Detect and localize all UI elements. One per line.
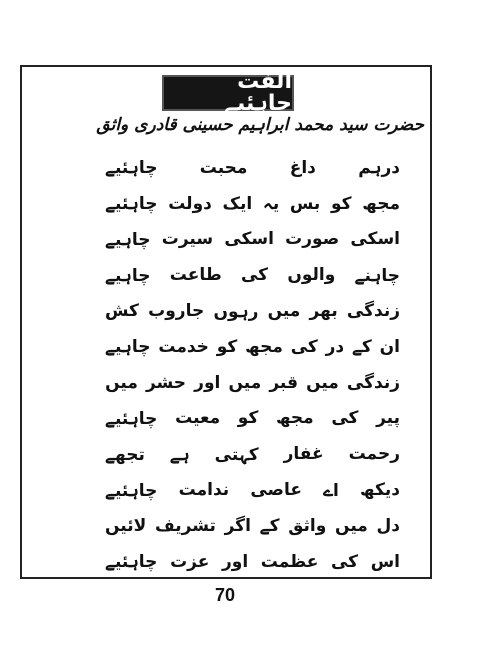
page-number: 70 [214, 585, 236, 605]
poem-word: اگر [224, 515, 251, 536]
poem-line [105, 544, 400, 580]
poem-word: میں [335, 515, 368, 536]
poem-word: ان [379, 336, 400, 357]
poem-word: عاصی [250, 480, 302, 501]
poem-word: طاعت [169, 265, 222, 286]
poem-word: مجھ [362, 193, 400, 214]
poem-word: درہم [358, 158, 400, 179]
poem-word: عزت [170, 551, 210, 572]
poem-word: دل [376, 515, 400, 536]
poem-word: جاروب [148, 301, 205, 322]
poem-line [105, 508, 400, 544]
poem-word: چاہئیے [105, 194, 158, 215]
poem-line [105, 329, 400, 365]
poem-word: اسکی [224, 229, 274, 250]
poem-word: کو [237, 408, 259, 429]
poem-word: معیت [175, 408, 221, 429]
poem-word: بس [289, 193, 321, 214]
poem-line [105, 472, 400, 508]
poem-word: میں [105, 372, 138, 393]
poem-word: چاہئیے [105, 408, 158, 429]
poem-word: غفار [283, 444, 324, 465]
poem-word: رہوں [213, 301, 259, 322]
poem-body [105, 150, 400, 580]
poem-word: میں [306, 372, 339, 393]
poem-word: کو [216, 336, 238, 357]
poem-word: رحمت [348, 444, 400, 465]
poem-word: داغ [289, 157, 316, 178]
poem-word: اے [323, 480, 339, 501]
poem-word: اور [194, 372, 221, 393]
poem-word: دیکھ [360, 480, 400, 501]
poem-word: محبت [199, 157, 248, 178]
poem-line [105, 257, 400, 293]
poem-word: کہتی [214, 444, 259, 465]
poem-word: مجھ [245, 336, 283, 357]
poem-word: کی [331, 408, 359, 429]
poem-word: در [325, 336, 345, 357]
poem-word: چاہنے [354, 265, 400, 286]
poem-word: کی [240, 265, 269, 286]
poem-word: بھر [309, 301, 338, 322]
poem-word: کش [105, 301, 139, 322]
poem-word: اور [221, 551, 249, 572]
poem-line [105, 150, 400, 186]
poet-name: حضرت سید محمد ابراہیم حسینی قادری واثق [96, 115, 424, 135]
poem-word: یہ [262, 194, 280, 215]
poem-title-box [162, 69, 294, 116]
poem-word: مجھ [275, 408, 314, 429]
poem-line [105, 401, 400, 437]
poem-word: چاہئیے [105, 158, 158, 179]
poem-title: الفت چاہئیے [224, 69, 292, 116]
poem-word: لائیں [105, 515, 147, 536]
poem-word: ہے [169, 444, 190, 465]
poem-word: کو [331, 193, 352, 214]
poem-word: ایک [222, 193, 253, 214]
poem-word: تجھے [105, 444, 145, 465]
poem-word: اس [370, 551, 400, 572]
poem-word: چاہیے [105, 229, 151, 250]
poem-word: چاہیے [105, 337, 151, 358]
poem-word: چاہئیے [105, 552, 158, 573]
poem-word: عظمت [260, 551, 319, 572]
poem-word: ندامت [178, 480, 230, 501]
poem-line [105, 293, 400, 329]
poem-word: قبر [269, 372, 298, 393]
poem-word: واثق [288, 515, 327, 536]
poem-word: میں [267, 301, 301, 322]
poem-word: پیر [376, 408, 400, 429]
poem-word: زندگی [346, 301, 400, 322]
poem-word: کے [351, 337, 372, 358]
poem-word: چاہیے [105, 265, 151, 286]
poem-word: کے [259, 516, 280, 537]
poem-line [105, 365, 400, 401]
poem-word: دولت [168, 193, 212, 214]
poem-line [105, 186, 400, 222]
poem-word: چاہئیے [105, 480, 158, 501]
poem-line [105, 436, 400, 472]
poem-word: تشریف [155, 515, 216, 536]
poem-word: خدمت [158, 336, 209, 357]
poem-word: زندگی [346, 372, 400, 393]
poem-line [105, 222, 400, 258]
poem-word: حشر [145, 372, 187, 393]
poem-word: میں [228, 372, 262, 393]
poem-word: والوں [287, 265, 336, 286]
poem-word: سیرت [161, 229, 214, 250]
poem-word: صورت [285, 229, 340, 250]
poem-word: کی [330, 551, 359, 572]
poem-word: اسکی [350, 229, 400, 250]
poem-word: کی [290, 336, 318, 357]
